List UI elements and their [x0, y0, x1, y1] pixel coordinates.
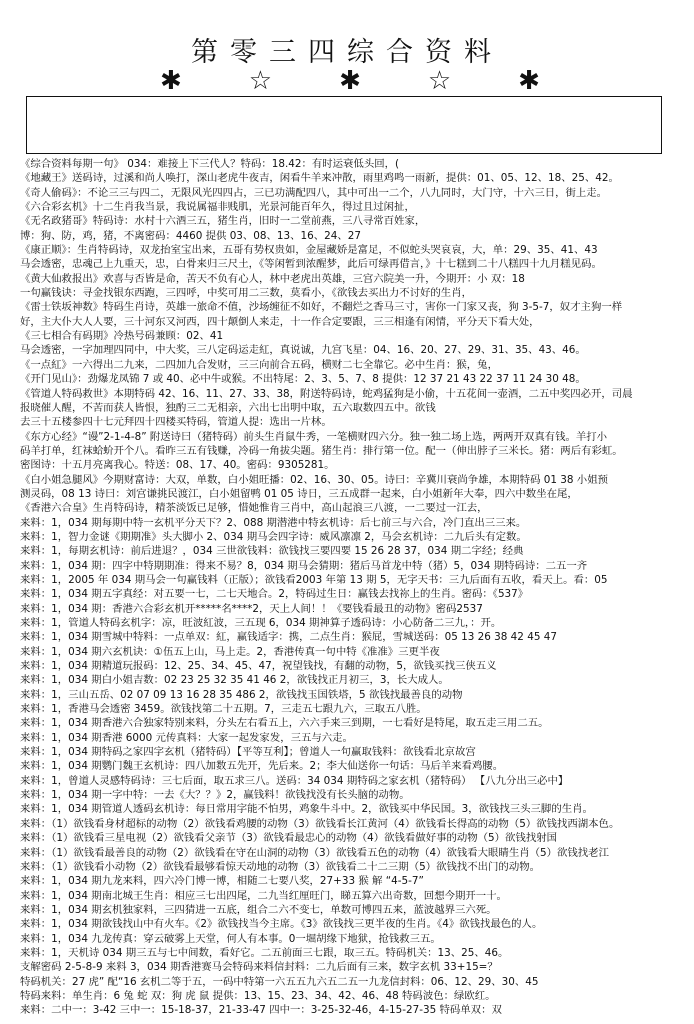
text-line: 来料：1，034 期九龙来料，四六冷门博一博，相随二七要八奖，27+33 猴 解 “4-5-7”	[20, 875, 424, 888]
text-line: 《三七相合有码期》冷热号码兼顾：02、41	[20, 330, 224, 343]
text-line: 来料：1，034 期一字中特：一去《大？？》2，赢钱料！欲钱找没有长头脑的动物。	[20, 789, 410, 802]
text-line: 密图诗：十五月亮离我心。特送：08、17、40。密码：9305281。	[20, 459, 335, 472]
text-line: 来料：1，034 期管道人透码玄机诗：每日常用字能不怕男，鸡象牛斗中。2，欲钱买中华民国。3，欲钱找三头三脚的生肖。	[20, 803, 593, 816]
text-line: 来料：1，034 期精道玩报码：12、25、34、45、47，祝望钱找，有翻的动物，5，欲钱买找三侠五义	[20, 660, 497, 673]
text-line: 来料：1，034 期：四字中特期期准：得来不易？8，034 期马会猜期：猪后马首龙中特（猪）5，034 期特码诗：二五一齐	[20, 559, 588, 572]
text-line: 《一点紅》一六得出二九来，二四加九合发财，三三向前合五码，横财二七全靠它。必中生肖：猴，兔，	[20, 358, 498, 371]
text-line: 来料：（1）欲钱看最善良的动物（2）欲钱看在守在山洞的动物（3）欲钱看五色的动物（4）欲钱看大眼睛生肖（5）欲钱找老江	[20, 846, 609, 859]
star-decoration-row	[160, 66, 540, 96]
text-line: 《开门见山》：劲爆龙凤锦 7 或 40、必中牛或猴。不出特尾：2、3、5、7、8 提供：12 37 21 43 22 37 11 24 30 48。	[20, 373, 586, 386]
text-line: 来料：1，034 期白小姐吉数：02 23 25 32 35 41 46 2，欲钱找正月初三，3，长大成人。	[20, 674, 449, 687]
text-line: 《六合彩玄机》十二生肖我当景，我说属福非贱肌，光景河能百年久，得过且过闲扯，	[20, 201, 415, 214]
text-line: 来料：（1）欲钱看小动物（2）欲钱看最够看惊天动地的动物（3）欲钱看二十二三期（5）欲钱找不出门的动物。	[20, 860, 540, 873]
text-line: 来料：1，每期玄机诗：前后进退？，034 三世欲钱料：欲钱找三要四要 15 26 28 37，034 期二字经；经典	[20, 545, 524, 558]
text-line: 来料：1，034 期南北城王生肖：相应三七出四尾，二九当红厘旺门，睇五算六出奇数，回想今期开一十。	[20, 889, 507, 902]
text-line: 《雷士铁坂神数》特码生肖诗，英雄一旅命不值，沙场缠征不如好，不翻烂之香马三寸，害你一门家又丧，狗 3-5-7，奴才主狗一样	[20, 301, 623, 314]
text-line: 《康正顺》：生肖特码诗，双龙抬室宝出来，五哥有势权贵如，金屋藏娇是富足，不似蛇头哭哀哀，大，单：29、35、41、43	[20, 244, 598, 257]
star-icon: ☆	[427, 66, 452, 96]
text-line: 来料：1，034 期五字真经：对五要一七，二七天地合。2，特码过生日：赢钱去找祢上的生肖。密码：《537》	[20, 588, 529, 601]
text-line: 支解密码 2-5-8-9 来料 3，034 期香港赛马会特码来料信封料：二九后面有三来，数字玄机 33+15=？	[20, 961, 498, 974]
text-line: 来料：1，2005 年 034 期马会一句赢钱料（正版）；欲钱看2003 年第 13 期 5，无字天书：三九后面有五收，看天上。看：05	[20, 573, 608, 586]
blank-header-box	[26, 96, 662, 154]
text-line: 来料：（1）欲钱看三星电视（2）欲钱看父亲节（3）欲钱看最忠心的动物（4）欲钱看做好事的动物（5）欲钱找射国	[20, 832, 557, 845]
text-line: 来料：1，天机诗 034 期三五与七中间数，看好它。二五前面三七跟，取三五。特码机关：13、25、46。	[20, 946, 509, 959]
text-line: 来料：1，香港马会透密 3459。欲钱找第二十五期。7，三走五七跟九六，三取五八胜。	[20, 703, 427, 716]
text-line: 马会透密，一字加理四同中，中大奖，三八定码运走紅，真说诚，九宫飞星：04、16、20、27、29、31、35、43、46。	[20, 344, 586, 357]
text-line: 《无名政猪哥》特码诗：水村十六酒三五，猪生肖，旧时一二堂前燕，三八寻常百姓家，	[20, 215, 426, 228]
text-line: 测灵码，08 13 诗曰：刘宫谦挑民渡江，白小姐留鸭 01 05 诗日，三五成群一起来，白小姐新年大奉，四六中数坐在尾，	[20, 487, 578, 500]
text-line: 来料：（1）欲钱看身材超标的动物（2）欲钱看鸡腰的动物（3）欲钱看长江黄河（4）欲钱看长得高的动物（5）欲钱找西湖本色。	[20, 817, 620, 830]
page-title: 第零三四综合资料	[191, 37, 503, 68]
asterisk-icon: ✱	[160, 66, 182, 96]
text-line: 来料：1，智力金谜《期期准》头大脚小 2、034 期马会四字诗：威风凛凛 2，马会玄机诗：二九后头有定数。	[20, 530, 527, 543]
text-line: 报晓催人醒，不苦而获人皆恨，独酌三二无相亲，六出七出明中取，五六取数四五中。欲钱	[20, 401, 436, 414]
star-icon: ☆	[248, 66, 273, 96]
text-line: 《香港六合皇》生肖特码诗，精茶淡饭已足够，惜她惟肯三肖中，高山起浪三八渡，一二要过一江去，	[20, 502, 488, 515]
asterisk-icon: ✱	[339, 66, 361, 96]
text-line: 来料：1，034 期香港 6000 元传真料：大家一起发家发，三五与六走。	[20, 731, 353, 744]
text-line: 博：狗、防，鸡，猪，不离密码：4460 提供 03、08、13、16、24、27	[20, 229, 361, 242]
text-line: 来料：1，034 期欲钱找山中有火车。《2》欲钱找当今主席。《3》欲钱找三更半夜的生肖。《4》欲钱找最色的人。	[20, 918, 543, 931]
text-line: 马会透密，忠魂己上九重天，忠，白骨来归三尺土，《等闲暂到浓醒梦，此后可绿再借言，》十七糕到二十八糕四十九月糕见码。	[20, 258, 602, 271]
text-line: 《东方心经》“谩”2-1-4-8” 附送诗曰（猪特码）前头生肖鼠牛秀，一笔横财四六分。独一独二场上选，两两开双真有钱。羊打小	[20, 430, 608, 443]
text-line: 特码机关：27 虎” 配“16 玄机二等于五，一码中特第一六五五九六五二五一九龙信封料：06、12、29、30、45	[20, 975, 539, 988]
text-line: 《管道人特码救世》本期特码 42、16、11、27、33、38，附送特码诗，蛇鸡猛狗是小偷，十五花间一壶酒，二五中奖四必开，司晨	[20, 387, 633, 400]
content-lines	[20, 158, 680, 1018]
text-line: 《奇人偷码》：不论三三与四二，无限风光四四占，三已功满配四八，其中可出一二个，八九同时，大门守，十六三日，街上走。	[20, 186, 608, 199]
text-line: 来料：1，034 期每期中特一玄机平分天下？2、088 期潜港中特玄机诗：后七前三与六合，冷门直出三三来。	[20, 516, 527, 529]
text-line: 来料：1，034 期香港六合独家特别来料，分头左右看五上，六六手来三到期，一七看好是特尾，取五走三用二五。	[20, 717, 549, 730]
text-line: 来料：1，曾道人灵感特码诗：三七后面，取五求三八。送码：34 034 期特码之家玄机（猪特码） 【八九分出三必中】	[20, 774, 569, 787]
text-line: 来料：1，034 期特码之家四字玄机（猪特码）【平等互利】；曾道人一句赢取钱料：欲钱看北京故宫	[20, 746, 476, 759]
text-line: 来料：1，034 期鹦门魏王玄机诗：四八加数五先开，先后来。2；李大仙送你一句话：马后羊来看鸡腰。	[20, 760, 504, 773]
text-line: 来料：1，034 期雪城中特料：一点单双：紅，赢钱适字：携，二点生肖：猴屁，雪城送码：05 13 26 38 42 45 47	[20, 631, 557, 644]
text-line: 来料：二中一：3-42 三中一：15-18-37，21-33-47 四中一：3-25-32-46，4-15-27-35 特码单双：双	[20, 1004, 502, 1017]
text-line: 特码来料：单生肖：6 兔 蛇 双：狗 虎 鼠 提供：13、15、23、34、42、46、48 特码波色：绿欧红。	[20, 989, 496, 1002]
text-line: 《综合资料每期一句》 034：难接上下三代人？特码：18.42：有时运衰低头回，(	[20, 158, 400, 170]
text-line: 《地藏王》送码诗，过溪和尚人唤打，深山老虎牛夜吉，闲看牛羊来冲散，雨里鸡鸣一雨新，提供：01、05、12、18、25、42。	[20, 172, 619, 185]
text-line: 好，主大仆大人人要，三十河东又河西，四十颠倒人来走，十一作合定要跟，三三相逢有闲情，平分天下看大处，	[20, 315, 540, 328]
text-line: 《白小姐急腿风》今期财富诗：大双，单数，白小姐旺播：02、16、30、05。诗曰：辛冀川衰尚争雄，本期特码 01 38 小姐预	[20, 473, 608, 486]
asterisk-icon: ✱	[518, 66, 540, 96]
text-line: 码羊打单，红袜蛤蚧开个八。看昨三五有钱赚，冷码一角拔尖题。猪生肖：排行第一位。配一（伸出脖子三米长。猪：两后有彩虹。	[20, 444, 623, 457]
text-line: 《黄大仙救报出》欢喜与否皆是命，苦天不负有心人，林中老虎出英雄，三宫六院美一升，今期开：小 双：18	[20, 272, 525, 285]
text-line: 来料：1，管道人特码玄机字：凉，旺波紅波，三五现 6，034 期神算子透码诗：小心防备二三九，：开。	[20, 617, 502, 629]
text-line: 来料：1，034 九龙传真：穿云破雾上天堂，何人有本事。0一堀胡缘下地狱，抢钱救三五。	[20, 932, 441, 945]
text-line: 去三十五楼参四十七元拜四十四楼买特码，管道人提：选出一片林。	[20, 416, 332, 429]
text-line: 来料：1，三山五岳、02 07 09 13 16 28 35 486 2，欲钱找玉国铁塔，5 欲钱找最善良的动物	[20, 688, 463, 701]
text-line: 来料：1，034 期：香港六合彩玄机开*****名****2，天上人间！！《要钱看最丑的动物》密码2537	[20, 602, 483, 615]
text-line: 来料：1，034 期六玄机诀：①伍五上山，马上走。2，香港传真一句中特《准准》三更半夜	[20, 645, 440, 658]
text-line: 一句赢钱诀：寻金找银东西跑，三四呼，中奖可用二三数，莫看小，《欲钱去买出力不讨好的生肖，	[20, 287, 472, 300]
text-line: 来料：1，034 期玄机独家料，三四猜进一五底，组合二六不变七，单数可博四五来，蓝波越界三六死。	[20, 903, 497, 916]
